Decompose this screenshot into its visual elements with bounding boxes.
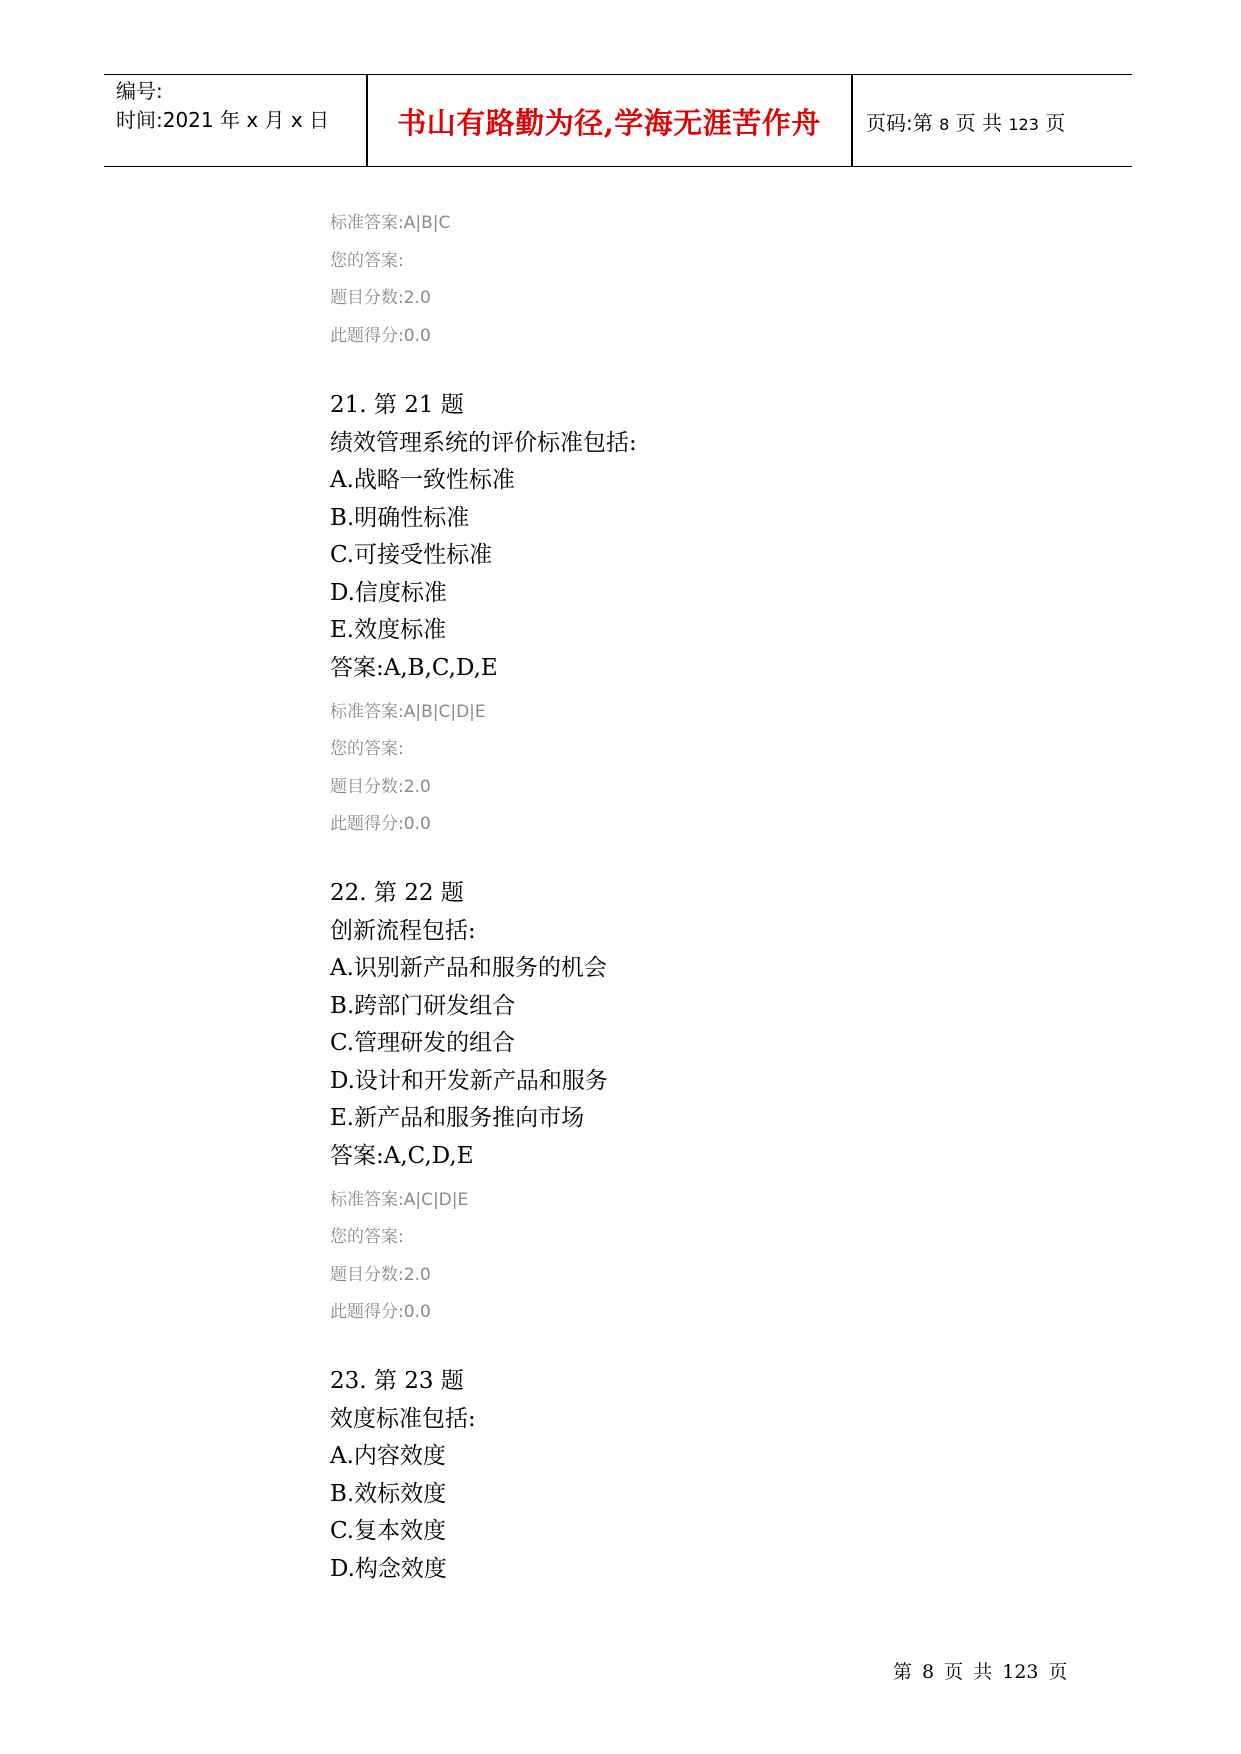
header-left-block [116,77,329,135]
page-label-middle: 页 共 [955,111,1003,135]
question-score: 题目分数:2.0 [330,777,431,797]
option-d: D.设计和开发新产品和服务 [330,1068,608,1094]
question-stem: 创新流程包括: [330,918,476,944]
option-a: A.战略一致性标准 [330,467,515,493]
earned-score: 此题得分:0.0 [330,326,431,346]
question-stem: 绩效管理系统的评价标准包括: [330,430,637,456]
option-e: E.效度标准 [330,617,447,643]
question-title: 23. 第 23 题 [330,1368,464,1394]
option-c: C.可接受性标准 [330,542,493,568]
your-answer: 您的答案: [330,1227,404,1247]
earned-score: 此题得分:0.0 [330,1302,431,1322]
option-d: D.构念效度 [330,1556,447,1582]
standard-answer: 标准答案:A|B|C|D|E [330,702,486,722]
page-total: 123 [1008,115,1039,134]
your-answer: 您的答案: [330,739,404,759]
serial-label: 编号: [116,79,163,103]
your-answer: 您的答案: [330,251,404,271]
standard-answer: 标准答案:A|B|C [330,213,451,233]
earned-score: 此题得分:0.0 [330,814,431,834]
standard-answer: 标准答案:A|C|D|E [330,1190,469,1210]
answer: 答案:A,B,C,D,E [330,655,498,681]
page-label-prefix: 页码:第 [866,111,933,135]
question-title: 22. 第 22 题 [330,880,464,906]
answer: 答案:A,C,D,E [330,1143,474,1169]
option-b: B.跨部门研发组合 [330,993,516,1019]
option-a: A.识别新产品和服务的机会 [330,955,607,981]
page-header [104,74,1132,167]
header-page-info [866,107,1065,136]
option-b: B.效标效度 [330,1481,447,1507]
question-score: 题目分数:2.0 [330,1265,431,1285]
option-e: E.新产品和服务推向市场 [330,1105,585,1131]
question-stem: 效度标准包括: [330,1406,476,1432]
option-d: D.信度标准 [330,580,447,606]
header-motto: 书山有路勤为径,学海无涯苦作舟 [397,106,821,140]
option-b: B.明确性标准 [330,505,470,531]
page-label-suffix: 页 [1045,111,1066,135]
page-footer: 第 8 页 共 123 页 [893,1661,1068,1683]
question-score: 题目分数:2.0 [330,288,431,308]
page-number: 8 [939,115,950,134]
time-label: 时间:2021 年 x 月 x 日 [116,108,330,132]
option-c: C.管理研发的组合 [330,1030,516,1056]
option-c: C.复本效度 [330,1518,447,1544]
option-a: A.内容效度 [330,1443,446,1469]
question-title: 21. 第 21 题 [330,392,464,418]
